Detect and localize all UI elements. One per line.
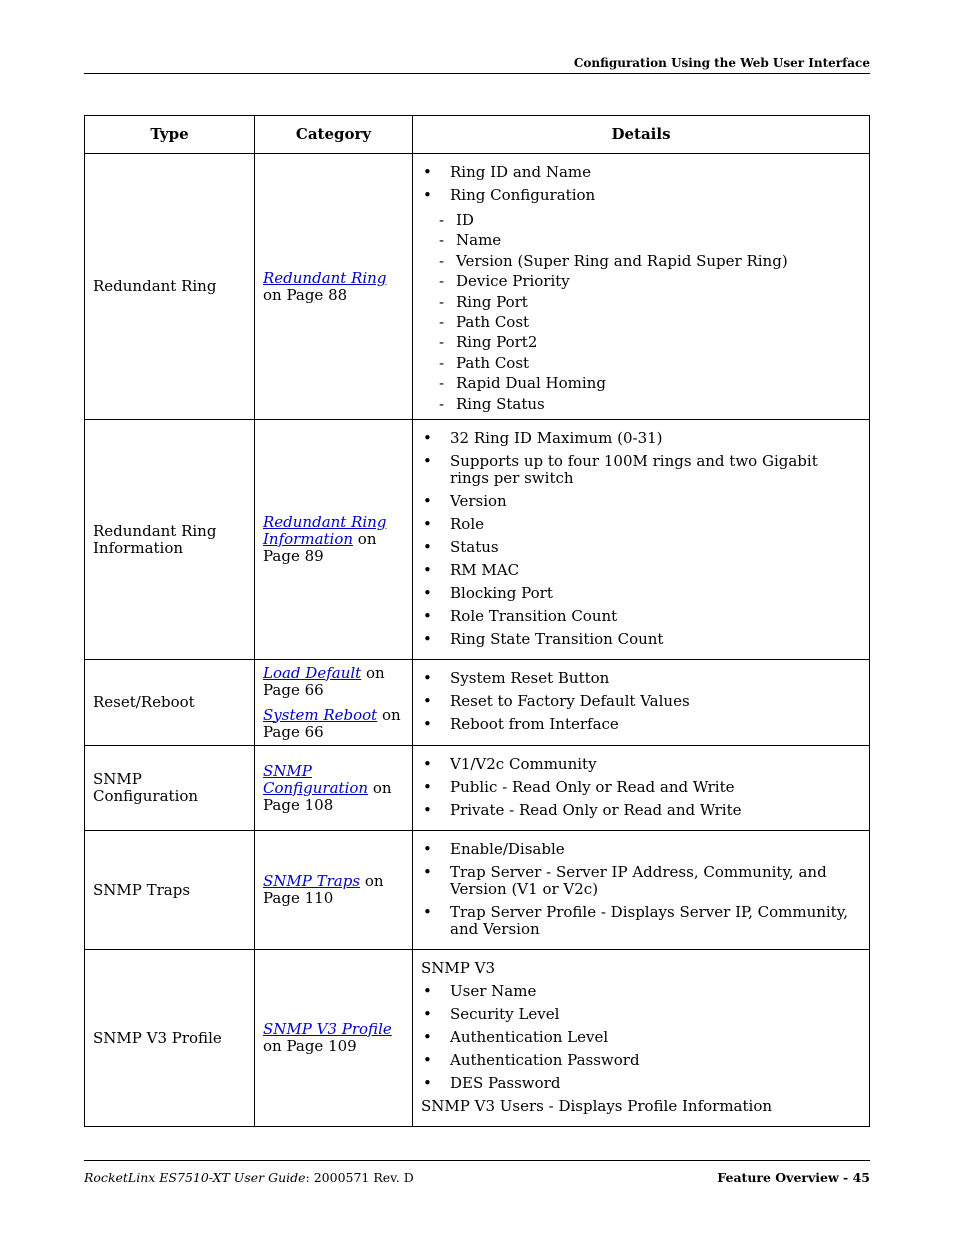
bullet-item: • Role — [421, 516, 861, 533]
details-cell — [413, 154, 870, 420]
page-reference: on Page 108 — [263, 778, 392, 814]
bullet-item: • Blocking Port — [421, 585, 861, 602]
category-cell — [255, 831, 413, 950]
bullet-item: • Security Level — [421, 1006, 861, 1023]
details-cell — [413, 660, 870, 746]
col-header-category: Category — [255, 116, 413, 154]
page-reference: on Page 66 — [263, 663, 385, 699]
bullet-item: • Public - Read Only or Read and Write — [421, 779, 861, 796]
details-cell — [413, 950, 870, 1127]
details-lead-text: SNMP V3 — [421, 959, 495, 978]
category-reference — [263, 270, 404, 304]
bullet-item: • Version — [421, 493, 861, 510]
section-link[interactable]: SNMP V3 Profile — [263, 1020, 392, 1039]
category-cell — [255, 420, 413, 660]
sub-item: - Ring Status — [421, 394, 861, 414]
bullet-item: • User Name — [421, 983, 861, 1000]
sub-item: - Device Priority — [421, 271, 861, 291]
bullet-item: • Private - Read Only or Read and Write — [421, 802, 861, 819]
category-reference — [263, 707, 404, 741]
details-bullet-list — [421, 983, 861, 1092]
sub-item: - Path Cost — [421, 312, 861, 332]
table-header-row — [85, 116, 870, 154]
col-header-type: Type — [85, 116, 255, 154]
bullet-item: • Status — [421, 539, 861, 556]
sub-item: - Ring Port — [421, 292, 861, 312]
type-cell: Redundant Ring Information — [85, 420, 255, 660]
section-link[interactable]: Redundant Ring Information — [263, 513, 387, 549]
table-row — [85, 950, 870, 1127]
sub-item: - Version (Super Ring and Rapid Super Ring) — [421, 251, 861, 271]
bullet-item: • Trap Server Profile - Displays Server IP, Community, and Version — [421, 904, 861, 938]
page-reference: on Page 110 — [263, 872, 384, 908]
details-cell — [413, 831, 870, 950]
bullet-item: • Role Transition Count — [421, 608, 861, 625]
details-bullet-list — [421, 430, 861, 648]
bullet-item: • 32 Ring ID Maximum (0-31) — [421, 430, 861, 447]
bullet-item: • Ring State Transition Count — [421, 631, 861, 648]
bullet-item: • DES Password — [421, 1075, 861, 1092]
section-link[interactable]: Redundant Ring — [263, 268, 387, 287]
bullet-item: • RM MAC — [421, 562, 861, 579]
table-row — [85, 831, 870, 950]
footer-doc-info — [84, 1170, 414, 1185]
bullet-item: • Reset to Factory Default Values — [421, 693, 861, 710]
sub-item: - ID — [421, 210, 861, 230]
sub-item: - Path Cost — [421, 353, 861, 373]
details-trailing-text: SNMP V3 Users - Displays Profile Information — [421, 1097, 773, 1116]
bullet-item: • Ring Configuration — [421, 187, 861, 204]
type-cell: SNMP Traps — [85, 831, 255, 950]
bullet-item: • System Reset Button — [421, 670, 861, 687]
page-reference: on Page 89 — [263, 530, 377, 566]
bullet-item: • Enable/Disable — [421, 841, 861, 858]
footer-page: Feature Overview - 45 — [717, 1170, 870, 1185]
category-cell — [255, 660, 413, 746]
details-bullet-list — [421, 841, 861, 938]
category-cell — [255, 950, 413, 1127]
page-reference: on Page 88 — [263, 285, 348, 304]
type-cell: SNMP Configuration — [85, 746, 255, 831]
header-rule — [84, 73, 870, 74]
table-row — [85, 660, 870, 746]
category-cell — [255, 154, 413, 420]
footer-product: RocketLinx ES7510-XT User Guide — [84, 1170, 306, 1185]
bullet-item: • V1/V2c Community — [421, 756, 861, 773]
col-header-details: Details — [413, 116, 870, 154]
bullet-item: • Ring ID and Name — [421, 164, 861, 181]
category-cell — [255, 746, 413, 831]
category-reference — [263, 873, 404, 907]
section-link[interactable]: System Reboot — [263, 705, 378, 724]
details-cell — [413, 420, 870, 660]
section-link[interactable]: SNMP Traps — [263, 872, 361, 891]
details-bullet-list — [421, 164, 861, 204]
section-link[interactable]: SNMP Configuration — [263, 761, 369, 797]
feature-table — [84, 115, 870, 1127]
category-reference — [263, 1021, 404, 1055]
bullet-item: • Supports up to four 100M rings and two Gigabit rings per switch — [421, 453, 861, 487]
footer-rule — [84, 1160, 870, 1161]
footer-doc-number: : 2000571 Rev. D — [305, 1170, 414, 1185]
details-cell — [413, 746, 870, 831]
page-reference: on Page 109 — [263, 1037, 357, 1056]
category-reference — [263, 514, 404, 565]
bullet-item: • Authentication Password — [421, 1052, 861, 1069]
table-row — [85, 420, 870, 660]
category-reference — [263, 763, 404, 814]
running-header: Configuration Using the Web User Interface — [573, 56, 870, 70]
details-sub-list — [421, 210, 861, 414]
sub-item: - Ring Port2 — [421, 332, 861, 352]
table-row — [85, 746, 870, 831]
sub-item: - Rapid Dual Homing — [421, 373, 861, 393]
category-reference — [263, 665, 404, 699]
sub-item: - Name — [421, 230, 861, 250]
section-link[interactable]: Load Default — [263, 663, 362, 682]
bullet-item: • Reboot from Interface — [421, 716, 861, 733]
bullet-item: • Trap Server - Server IP Address, Community, and Version (V1 or V2c) — [421, 864, 861, 898]
details-bullet-list — [421, 756, 861, 819]
type-cell: Redundant Ring — [85, 154, 255, 420]
page-reference: on Page 66 — [263, 705, 401, 741]
type-cell: Reset/Reboot — [85, 660, 255, 746]
details-bullet-list — [421, 670, 861, 733]
type-cell: SNMP V3 Profile — [85, 950, 255, 1127]
bullet-item: • Authentication Level — [421, 1029, 861, 1046]
table-row — [85, 154, 870, 420]
